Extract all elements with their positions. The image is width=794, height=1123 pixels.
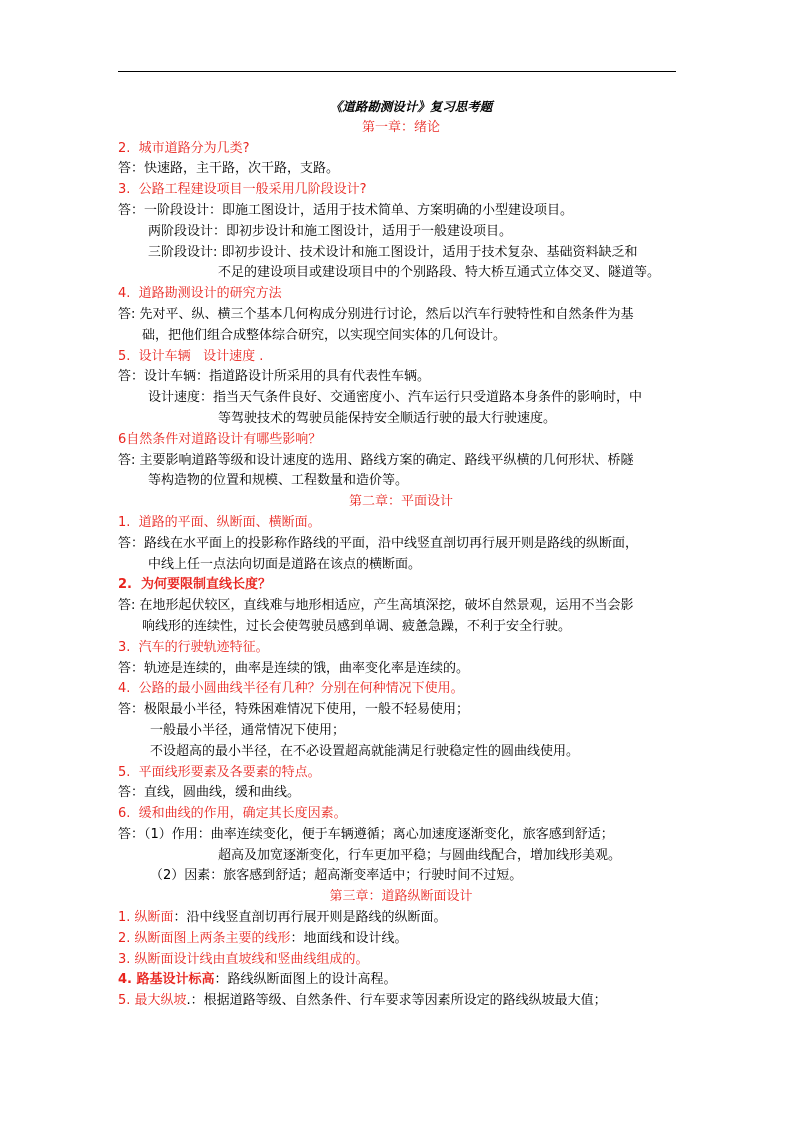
answer: 答: 主要影响道路等级和设计速度的选用、路线方案的确定、路线平纵横的几何形状、桥隧 [118,452,634,468]
answer: 等驾驶技术的驾驶员能保持安全顺适行驶的最大行驶速度。 [218,410,557,426]
answer: 答：（1）作用：曲率连续变化，便于车辆遵循；离心加速度逐渐变化，旅客感到舒适； [118,826,614,842]
definition: ：沿中线竖直剖切再行展开则是路线的纵断面。 [173,910,447,926]
answer: 不设超高的最小半径，在不必设置超高就能满足行驶稳定性的圆曲线使用。 [150,743,580,759]
question: 6. 缓和曲线的作用，确定其长度因素。 [118,806,347,822]
answer: 一般最小半径，通常情况下使用； [150,722,346,738]
definition: ：路线纵断面图上的设计高程。 [214,972,397,988]
answer: 答：快速路，主干路，次干路，支路。 [118,161,340,177]
document-title: 《道路勘测设计》复习思考题 [329,99,493,114]
question: 5. 设计车辆 设计速度 . [118,348,264,364]
definition: ：地面线和设计线。 [290,930,408,946]
definition: .：根据道路等级、自然条件、行车要求等因素所设定的路线纵坡最大值； [186,993,607,1009]
answer: 答：设计车辆：指道路设计所采用的具有代表性车辆。 [118,369,431,385]
definition-item [118,908,684,929]
answer: 答：路线在水平面上的投影称作路线的平面，沿中线竖直剖切再行展开则是路线的纵断面， [118,535,639,551]
answer: 中线上任一点法向切面是道路在该点的横断面。 [148,556,422,572]
question: 1. 道路的平面、纵断面、横断面。 [118,514,321,530]
answer: （2）因素：旅客感到舒适；超高渐变率适中；行驶时间不过短。 [150,868,523,884]
chapter-1-heading: 第一章：绪论 [361,119,440,135]
question: 5. 平面线形要素及各要素的特点。 [118,764,321,780]
term: 2. 纵断面图上两条主要的线形 [118,930,291,946]
chapter-3-heading: 第三章：道路纵断面设计 [329,889,473,905]
answer: 答：一阶段设计：即施工图设计，适用于技术简单、方案明确的小型建设项目。 [118,202,574,218]
answer: 设计速度：指当天气条件良好、交通密度小、汽车运行只受道路本身条件的影响时，中 [148,390,643,406]
chapter-2-heading: 第二章：平面设计 [348,494,453,510]
question: 2. 城市道路分为几类? [118,140,250,156]
answer: 响线形的连续性，过长会使驾驶员感到单调、疲惫急躁，不利于安全行驶。 [142,618,572,634]
answer: 答: 先对平、纵、横三个基本几何构成分别进行讨论，然后以汽车行驶特性和自然条件为基 [118,306,634,322]
definition-item [118,991,684,1012]
definition-item: 3. 纵断面设计线由直坡线和竖曲线组成的。 [118,951,369,967]
answer: 答: 在地形起伏较区，直线难与地形相适应，产生高填深挖，破坏自然景观，运用不当会影 [118,598,634,614]
answer: 三阶段设计: 即初步设计、技术设计和施工图设计，适用于技术复杂、基础资料缺乏和 [148,244,638,260]
answer: 等构造物的位置和规模、工程数量和造价等。 [148,473,409,489]
answer: 础，把他们组合成整体综合研究，以实现空间实体的几何设计。 [142,327,507,343]
question: 2. 为何要限制直线长度？ [118,577,272,593]
answer: 超高及加宽逐渐变化，行车更加平稳；与圆曲线配合，增加线形美观。 [218,847,622,863]
answer: 答：轨迹是连续的，曲率是连续的饿，曲率变化率是连续的。 [118,660,470,676]
definition-item [118,929,684,950]
question: 3. 公路工程建设项目一般采用几阶段设计? [118,182,367,198]
answer: 不足的建设项目或建设项目中的个别路段、特大桥互通式立体交叉、隧道等。 [218,265,661,281]
definition-item [118,970,684,991]
answer: 答：极限最小半径，特殊困难情况下使用，一般不轻易使用； [118,702,470,718]
answer: 两阶段设计：即初步设计和施工图设计，适用于一般建设项目。 [148,223,513,239]
answer: 答：直线，圆曲线，缓和曲线。 [118,785,301,801]
question: 4. 道路勘测设计的研究方法 [118,286,282,302]
term: 1. 纵断面 [118,910,174,926]
term: 5. 最大纵坡 [118,993,187,1009]
document-body [118,97,684,1012]
question: 4. 公路的最小圆曲线半径有几种？分别在何种情况下使用。 [118,681,464,697]
term: 4. 路基设计标高 [118,972,215,988]
question: 3. 汽车的行驶轨迹特征。 [118,639,269,655]
header-rule [118,71,676,72]
question: 6自然条件对道路设计有哪些影响？ [118,431,322,447]
